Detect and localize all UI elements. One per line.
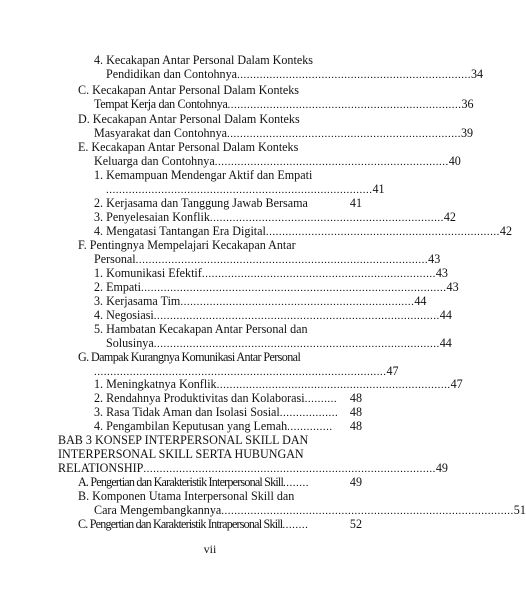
- toc-entry: [78, 475, 362, 490]
- toc-page-number: 36: [461, 97, 474, 111]
- toc-entry-text: 1. Kemampuan Mendengar Aktif dan Empati: [94, 168, 313, 182]
- toc-entry: [78, 112, 474, 141]
- toc-page-number: 34: [471, 67, 484, 81]
- toc-entry-text: 2. Rendahnya Produktivitas dan Kolaborasi: [94, 391, 305, 405]
- toc-entry-text: C. Kecakapan Antar Personal Dalam Konteks: [78, 83, 299, 97]
- toc-page-number: 42: [443, 210, 456, 224]
- toc-page-number: 48: [349, 391, 362, 405]
- leader-dots: ..........................................................................................: [143, 463, 436, 475]
- toc-entry-text: 4. Pengambilan Keputusan yang Lemah: [94, 419, 288, 433]
- toc-entry: [94, 224, 512, 239]
- toc-page-number: 40: [448, 154, 461, 168]
- leader-dots: ........................................................................: [214, 156, 449, 168]
- toc-page-number: 48: [349, 419, 362, 433]
- leader-dots: ........................................................................: [237, 69, 471, 81]
- toc-entry: [94, 391, 362, 406]
- toc-page-number: 41: [349, 196, 362, 210]
- toc-entry: [78, 83, 474, 112]
- toc-page-number: 44: [439, 336, 452, 350]
- toc-entry-text: G. Dampak Kurangnya Komunikasi Antar Personal: [78, 350, 301, 364]
- toc-entry-text: 4. Negosiasi: [94, 308, 154, 322]
- toc-page-number: 43: [428, 252, 441, 266]
- toc-page-number: 44: [439, 308, 452, 322]
- toc-entry-text: Personal: [94, 252, 136, 266]
- toc-entry-text: 2. Empati: [94, 280, 142, 294]
- toc-page-number: 49: [435, 461, 448, 475]
- toc-entry-text: Pendidikan dan Contohnya: [106, 67, 237, 81]
- toc-entry: [94, 266, 448, 281]
- toc-entry: [94, 196, 362, 210]
- page-number-footer: vii: [203, 542, 217, 556]
- toc-page-number: 41: [372, 182, 385, 196]
- toc-entry: [78, 140, 461, 169]
- leader-dots: ........................................................................: [209, 212, 444, 224]
- toc-entry-text: 5. Hambatan Kecakapan Antar Personal dan: [94, 322, 308, 336]
- leader-dots: ........................................................................: [201, 268, 436, 280]
- toc-entry-text: 4. Mengatasi Tantangan Era Digital: [94, 224, 266, 238]
- toc-entry: [78, 489, 526, 518]
- toc-page-number: 49: [349, 475, 362, 489]
- leader-dots: ..........: [304, 393, 338, 405]
- leader-dots: ..............: [287, 421, 333, 433]
- toc-entry: [78, 238, 441, 267]
- toc-entry: [94, 419, 362, 434]
- toc-entry-text: 3. Rasa Tidak Aman dan Isolasi Sosial: [94, 405, 280, 419]
- toc-entry: [94, 210, 456, 225]
- toc-page-number: 44: [414, 294, 427, 308]
- toc-entry-text: 1. Meningkatnya Konflik: [94, 377, 217, 391]
- toc-entry: [94, 294, 427, 309]
- toc-page-number: 48: [349, 405, 362, 419]
- toc-page-number: 43: [446, 280, 459, 294]
- toc-chapter: [58, 433, 448, 476]
- toc-chapter-text: RELATIONSHIP: [58, 461, 144, 475]
- leader-dots: ..........................................................................................: [94, 366, 387, 378]
- toc-page-number: 47: [386, 364, 399, 378]
- toc-entry: [94, 377, 463, 392]
- toc-entry-text: E. Kecakapan Antar Personal Dalam Konteks: [78, 140, 299, 154]
- toc-entry-text: C. Pengertian dan Karakteristik Intrapersonal Skill: [78, 517, 283, 531]
- toc-entry-text: 1. Komunikasi Efektif: [94, 266, 202, 280]
- leader-dots: ........................................................................: [265, 226, 500, 238]
- toc-page-number: 52: [349, 517, 362, 531]
- leader-dots: ..............................................................................................: [141, 282, 447, 294]
- toc-entry: [78, 517, 362, 532]
- toc-entry-text: Masyarakat dan Contohnya: [94, 126, 227, 140]
- toc-page-number: 51: [513, 503, 526, 517]
- toc-entry-text: Cara Mengembangkannya: [94, 503, 222, 517]
- toc-entry-text: A. Pengertian dan Karakteristik Interpersonal Skill: [78, 475, 284, 489]
- leader-dots: ..................: [279, 407, 339, 419]
- toc-entry-text: 3. Kerjasama Tim: [94, 294, 181, 308]
- toc-entry: [78, 350, 399, 379]
- toc-chapter-text: BAB 3 KONSEP INTERPERSONAL SKILL DAN: [58, 433, 309, 447]
- toc-entry: [94, 53, 484, 82]
- toc-page-number: 42: [499, 224, 512, 238]
- leader-dots: ........................................................................: [227, 99, 462, 111]
- toc-page-number: 43: [435, 266, 448, 280]
- toc-entry: [94, 405, 362, 420]
- toc-entry-text: 3. Penyelesaian Konflik: [94, 210, 210, 224]
- toc-entry-text: 2. Kerjasama dan Tanggung Jawab Bersama: [94, 196, 308, 210]
- toc-entry-text: F. Pentingnya Mempelajari Kecakapan Antar: [78, 238, 296, 252]
- leader-dots: ..................................................................................: [106, 184, 373, 196]
- toc-entry: [94, 322, 452, 351]
- toc-entry-text: Tempat Kerja dan Contohnya: [94, 97, 228, 111]
- leader-dots: ........................................................................................: [153, 310, 440, 322]
- toc-entry-text: 4. Kecakapan Antar Personal Dalam Konteks: [94, 53, 313, 67]
- toc-page-number: 39: [461, 126, 474, 140]
- leader-dots: ..........................................................................................: [221, 505, 514, 517]
- toc-entry-text: D. Kecakapan Antar Personal Dalam Konteks: [78, 112, 300, 126]
- leader-dots: ........................................................................: [180, 296, 415, 308]
- toc-chapter-text: INTERPERSONAL SKILL SERTA HUBUNGAN: [58, 447, 304, 461]
- toc-entry-text: Keluarga dan Contohnya: [94, 154, 215, 168]
- leader-dots: ........: [282, 519, 309, 531]
- leader-dots: ........................................................................: [227, 128, 461, 140]
- toc-page-number: 47: [450, 377, 463, 391]
- leader-dots: ........................................................................: [216, 379, 451, 391]
- toc-entry: [94, 280, 459, 295]
- toc-entry-text: B. Komponen Utama Interpersonal Skill dan: [78, 489, 295, 503]
- toc-entry: [94, 168, 385, 197]
- leader-dots: ..........................................................................................: [135, 254, 429, 266]
- leader-dots: ........................................................................................: [153, 338, 440, 350]
- leader-dots: ........: [283, 477, 310, 489]
- toc-entry-text: Solusinya: [106, 336, 154, 350]
- toc-entry: [94, 308, 452, 323]
